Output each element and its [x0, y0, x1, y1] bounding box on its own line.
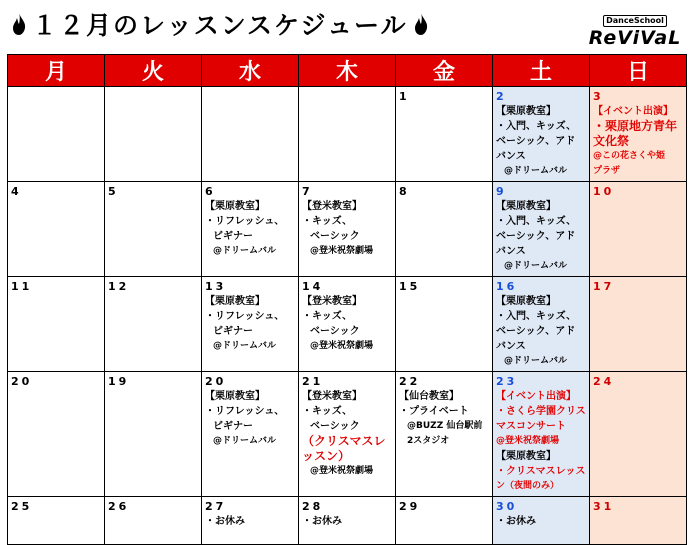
week-row [8, 372, 687, 497]
event-line: ベーシック [310, 231, 360, 242]
day-number: 28 [302, 500, 324, 513]
event-line: ・キッズ、 [302, 311, 353, 322]
event-line: ・栗原地方青年 [593, 119, 678, 133]
event-line: @BUZZ 仙台駅前 [407, 421, 483, 431]
day-cell [8, 372, 105, 497]
event-line: @登米祝祭劇場 [310, 341, 374, 351]
day-number: 31 [593, 500, 615, 513]
weekday-fri: 金 [396, 55, 493, 87]
event-line: 【栗原教室】 [205, 296, 265, 307]
event-line: 【栗原教室】 [496, 201, 556, 212]
flame-icon [414, 13, 428, 35]
event-line: @ドリームバル [504, 166, 568, 176]
day-number: 24 [593, 375, 615, 388]
event-line: 【栗原教室】 [205, 391, 265, 402]
event-line: @登米祝祭劇場 [496, 436, 560, 446]
day-number: 7 [302, 185, 313, 198]
event-line: @ドリームバル [213, 436, 277, 446]
day-number: 4 [11, 185, 22, 198]
event-line: ・お休み [496, 516, 536, 527]
event-line: 【仙台教室】 [399, 391, 459, 402]
weekday-mon: 月 [8, 55, 105, 87]
event-line: 【栗原教室】 [496, 451, 556, 462]
day-number: 17 [593, 280, 615, 293]
day-cell [396, 497, 493, 545]
day-number: 19 [108, 375, 130, 388]
event-line: 【登米教室】 [302, 391, 362, 402]
day-number: 20 [205, 375, 227, 388]
event-line: ・キッズ、 [302, 406, 353, 417]
day-number: 27 [205, 500, 227, 513]
day-number: 6 [205, 185, 216, 198]
event-line: ・キッズ、 [302, 216, 353, 227]
calendar-body [8, 87, 687, 545]
day-cell [299, 372, 396, 497]
day-number: 14 [302, 280, 324, 293]
day-number: 30 [496, 500, 518, 513]
event-line: 【栗原教室】 [205, 201, 265, 212]
page-title [6, 6, 434, 42]
weekday-sat: 土 [493, 55, 590, 87]
day-cell [105, 372, 202, 497]
day-cell [396, 277, 493, 372]
event-line: @この花さくや姫 [593, 151, 666, 161]
day-cell [202, 497, 299, 545]
day-cell [299, 87, 396, 182]
week-row [8, 277, 687, 372]
event-line: ・リフレッシュ、 [205, 311, 285, 322]
day-number: 13 [205, 280, 227, 293]
event-line: 【イベント出演】 [593, 106, 673, 117]
event-line: 【栗原教室】 [496, 106, 556, 117]
day-cell [8, 497, 105, 545]
day-number: 15 [399, 280, 421, 293]
day-cell [299, 497, 396, 545]
day-cell [396, 182, 493, 277]
event-line: 文化祭 [593, 134, 630, 148]
event-line: @登米祝祭劇場 [310, 466, 374, 476]
logo-school: DanceSchool [603, 15, 667, 27]
day-number: 21 [302, 375, 324, 388]
day-cell [590, 277, 687, 372]
day-cell [105, 497, 202, 545]
event-line: 【イベント出演】 [496, 391, 576, 402]
event-line: @ドリームバル [213, 341, 277, 351]
day-cell [8, 87, 105, 182]
week-row [8, 87, 687, 182]
day-number: 11 [11, 280, 33, 293]
day-cell [493, 497, 590, 545]
day-cell [493, 372, 590, 497]
event-line: ・入門、キッズ、 [496, 216, 577, 227]
event-line: バンス [496, 151, 526, 162]
week-row [8, 497, 687, 545]
event-line: ビギナー [213, 231, 253, 242]
event-line: ・お休み [205, 516, 245, 527]
day-cell [493, 182, 590, 277]
day-cell [202, 87, 299, 182]
event-line: @ドリームバル [213, 246, 277, 256]
day-number: 8 [399, 185, 410, 198]
day-cell [105, 87, 202, 182]
event-line: 【栗原教室】 [496, 296, 556, 307]
day-number: 16 [496, 280, 518, 293]
day-cell [590, 372, 687, 497]
day-cell [105, 277, 202, 372]
event-line: ッスン） [302, 449, 351, 463]
event-line: ベーシック [310, 326, 360, 337]
event-line: バンス [496, 341, 526, 352]
event-line: バンス [496, 246, 526, 257]
school-logo [584, 8, 686, 49]
event-line: @登米祝祭劇場 [310, 246, 374, 256]
day-number: 20 [11, 375, 33, 388]
page-title-text: １２月のレッスンスケジュール [32, 11, 408, 40]
day-cell [590, 497, 687, 545]
weekday-tue: 火 [105, 55, 202, 87]
event-line: マスコンサート [496, 421, 566, 432]
event-line: プラザ [593, 166, 621, 176]
day-cell [8, 277, 105, 372]
day-number: 12 [108, 280, 130, 293]
week-row [8, 182, 687, 277]
day-number: 22 [399, 375, 421, 388]
day-number: 9 [496, 185, 507, 198]
day-number: 23 [496, 375, 518, 388]
weekday-wed: 水 [202, 55, 299, 87]
event-line: ・クリスマスレッス [496, 466, 586, 477]
event-line: ビギナー [213, 421, 253, 432]
flame-icon [12, 13, 26, 35]
event-line: ン（夜間のみ） [496, 481, 560, 491]
event-line: ベーシック、アド [496, 326, 576, 337]
day-number: 3 [593, 90, 604, 103]
day-number: 5 [108, 185, 119, 198]
day-cell [299, 277, 396, 372]
day-number: 26 [108, 500, 130, 513]
day-number: 1 [399, 90, 410, 103]
event-line: ・入門、キッズ、 [496, 121, 577, 132]
day-cell [396, 87, 493, 182]
event-line: ・入門、キッズ、 [496, 311, 577, 322]
event-line: ベーシック、アド [496, 231, 576, 242]
day-number: 10 [593, 185, 615, 198]
day-cell [8, 182, 105, 277]
event-line: ベーシック、アド [496, 136, 576, 147]
weekday-sun: 日 [590, 55, 687, 87]
day-cell [590, 87, 687, 182]
event-line: 2スタジオ [407, 436, 450, 446]
day-cell [396, 372, 493, 497]
day-number: 2 [496, 90, 507, 103]
day-cell [202, 182, 299, 277]
day-cell [105, 182, 202, 277]
event-line: ・リフレッシュ、 [205, 216, 285, 227]
calendar-table [7, 54, 687, 545]
weekday-header-row [8, 55, 687, 87]
event-line: ・お休み [302, 516, 342, 527]
event-line: ビギナー [213, 326, 253, 337]
weekday-thu: 木 [299, 55, 396, 87]
day-cell [202, 372, 299, 497]
day-cell [299, 182, 396, 277]
event-line: （クリスマスレ [302, 434, 386, 448]
day-cell [493, 277, 590, 372]
event-line: 【登米教室】 [302, 296, 362, 307]
day-cell [202, 277, 299, 372]
day-cell [493, 87, 590, 182]
event-line: ベーシック [310, 421, 360, 432]
event-line: ・さくら学園クリス [496, 406, 586, 417]
event-line: @ドリームバル [504, 261, 568, 271]
event-line: @ドリームバル [504, 356, 568, 366]
event-line: ・リフレッシュ、 [205, 406, 285, 417]
event-line: ・プライベート [399, 406, 469, 417]
logo-name: ReViVaL [588, 27, 682, 49]
day-cell [590, 182, 687, 277]
day-number: 29 [399, 500, 421, 513]
day-number: 25 [11, 500, 33, 513]
event-line: 【登米教室】 [302, 201, 362, 212]
